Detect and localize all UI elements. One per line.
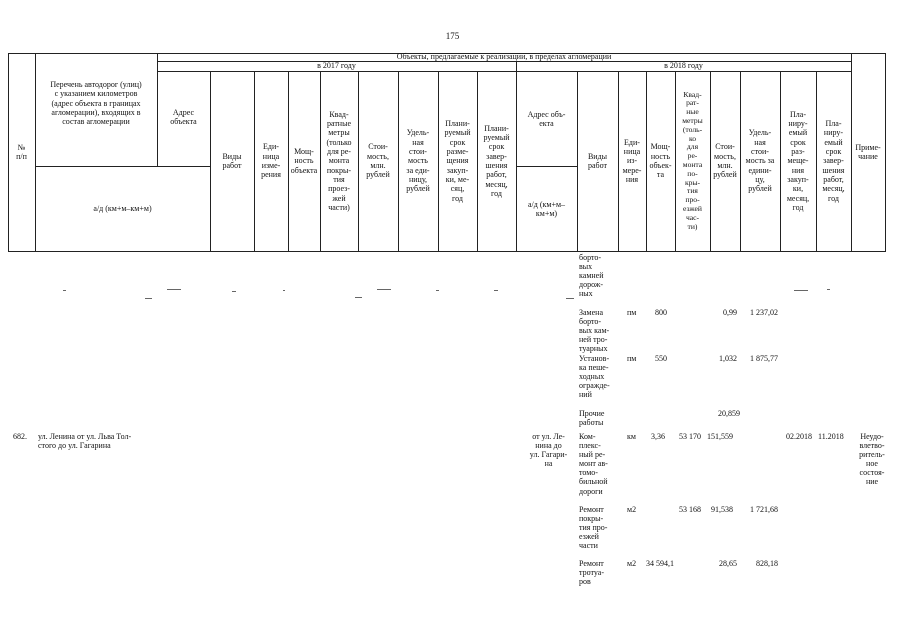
row-5-unit-cost: 1 721,68 xyxy=(750,505,778,514)
row-4-plan-procurement: 02.2018 xyxy=(786,432,812,441)
row-2-unit-cost: 1 875,77 xyxy=(750,354,778,363)
header-2018-cost: Стои- мость, млн. рублей xyxy=(713,142,737,180)
row-4-cost: 151,559 xyxy=(707,432,733,441)
row-6-cost: 28,65 xyxy=(719,559,737,568)
header-2018-power: Мощ- ность объек- та xyxy=(649,142,672,180)
row-6-unit-cost: 828,18 xyxy=(756,559,778,568)
header-2018-area: Квад- рат- ные метры (толь- ко для ре- монта по- кры- тия про- езжей час- ти) xyxy=(682,89,703,231)
header-2017-plan-procurement: Плани- руемый срок разме- щения закуп- ки, ме- сяц, год xyxy=(444,119,471,203)
header-2018-address-km: а/д (км+м– км+м) xyxy=(527,199,566,218)
row-4-power: 3,36 xyxy=(651,432,665,441)
row-5-unit: м2 xyxy=(627,505,637,514)
row-5-work: Ремонт покры- тия про- езжей части xyxy=(579,505,608,551)
header-2017-cost: Стои- мость, млн. рублей xyxy=(366,142,390,180)
row-1-unit: пм xyxy=(627,308,637,317)
row-3-cost: 20,859 xyxy=(718,409,740,418)
row-2-unit: пм xyxy=(627,354,637,363)
header-2018-unit: Еди- ница из- мере- ния xyxy=(622,137,642,184)
header-2018-unit-cost: Удель- ная стои- мость за едини- цу, рублей xyxy=(745,128,775,194)
row-5-area: 53 168 xyxy=(679,505,701,514)
row-2-cost: 1,032 xyxy=(719,354,737,363)
header-2018-plan-completion: Пла- ниру- емый срок завер- шения работ, месяц, год xyxy=(822,119,845,203)
row-5-cost: 91,538 xyxy=(711,505,733,514)
row-6-work: Ремонт тротуа- ров xyxy=(579,559,604,587)
row-4-plan-completion: 11.2018 xyxy=(818,432,844,441)
header-year-2017: в 2017 году xyxy=(317,61,356,71)
header-2017-power: Мощ- ность объекта xyxy=(290,147,318,175)
header-2017-address: Адрес объекта xyxy=(170,108,197,127)
row-1-unit-cost: 1 237,02 xyxy=(750,308,778,317)
header-2017-area: Квад- ратные метры (только для ре- монта покры- тия проез- жей части) xyxy=(326,109,352,212)
header-row-number: № п/п xyxy=(16,142,27,161)
header-road-list: Перечень автодорог (улиц) с указанием километров (адрес объекта в границах агломерации), входящих в состав агломерации xyxy=(50,80,142,127)
row-2-power: 550 xyxy=(655,354,667,363)
row-4-unit: км xyxy=(627,432,636,441)
row-6-power: 34 594,1 xyxy=(646,559,674,568)
header-2018-address: Адрес объ- екта xyxy=(527,110,566,129)
row-6-unit: м2 xyxy=(627,559,637,568)
row-0-work: борто- вых камней дорож- ных xyxy=(579,253,604,299)
row-2-work: Установ- ка пеше- ходных огражде- ний xyxy=(579,354,610,400)
header-road-km: а/д (км+м–км+м) xyxy=(93,204,152,214)
row-1-power: 800 xyxy=(655,308,667,317)
header-2017-plan-completion: Плани- руемый срок завер- шения работ, месяц, год xyxy=(483,123,510,198)
row-3-work: Прочие работы xyxy=(579,409,605,428)
row-4-note: Неудо- влетво- ритель- ное состоя- ние xyxy=(859,432,885,487)
row-1-cost: 0,99 xyxy=(723,308,737,317)
header-2018-work: Виды работ xyxy=(587,151,608,170)
header-note: Приме- чание xyxy=(855,142,881,161)
row-4-work: Ком- плекс- ный ре- монт ав- томо- бильной дороги xyxy=(579,432,608,496)
header-2017-unit: Еди- ница изме- рения xyxy=(261,142,281,180)
header-2018-plan-procurement: Пла- ниру- емый срок раз- меще- ния закуп- ки, месяц, год xyxy=(786,109,810,212)
header-2017-unit-cost: Удель- ная стои- мость за еди- ницу, рублей xyxy=(406,128,430,194)
row-4-area: 53 170 xyxy=(679,432,701,441)
row-4-road: ул. Ленина от ул. Льва Тол- стого до ул. Гагарина xyxy=(38,432,132,451)
row-4-number: 682. xyxy=(13,432,27,441)
page-number: 175 xyxy=(445,31,460,41)
header-2017-work: Виды работ xyxy=(222,151,242,170)
header-year-2018: в 2018 году xyxy=(664,61,703,71)
row-4-address: от ул. Ле- нина до ул. Гагари- на xyxy=(529,432,568,469)
header-objects-title: Объекты, предлагаемые к реализации, в пределах агломерации xyxy=(396,52,612,62)
row-1-work: Замена борто- вых кам- ней тро- туарных xyxy=(579,308,610,354)
